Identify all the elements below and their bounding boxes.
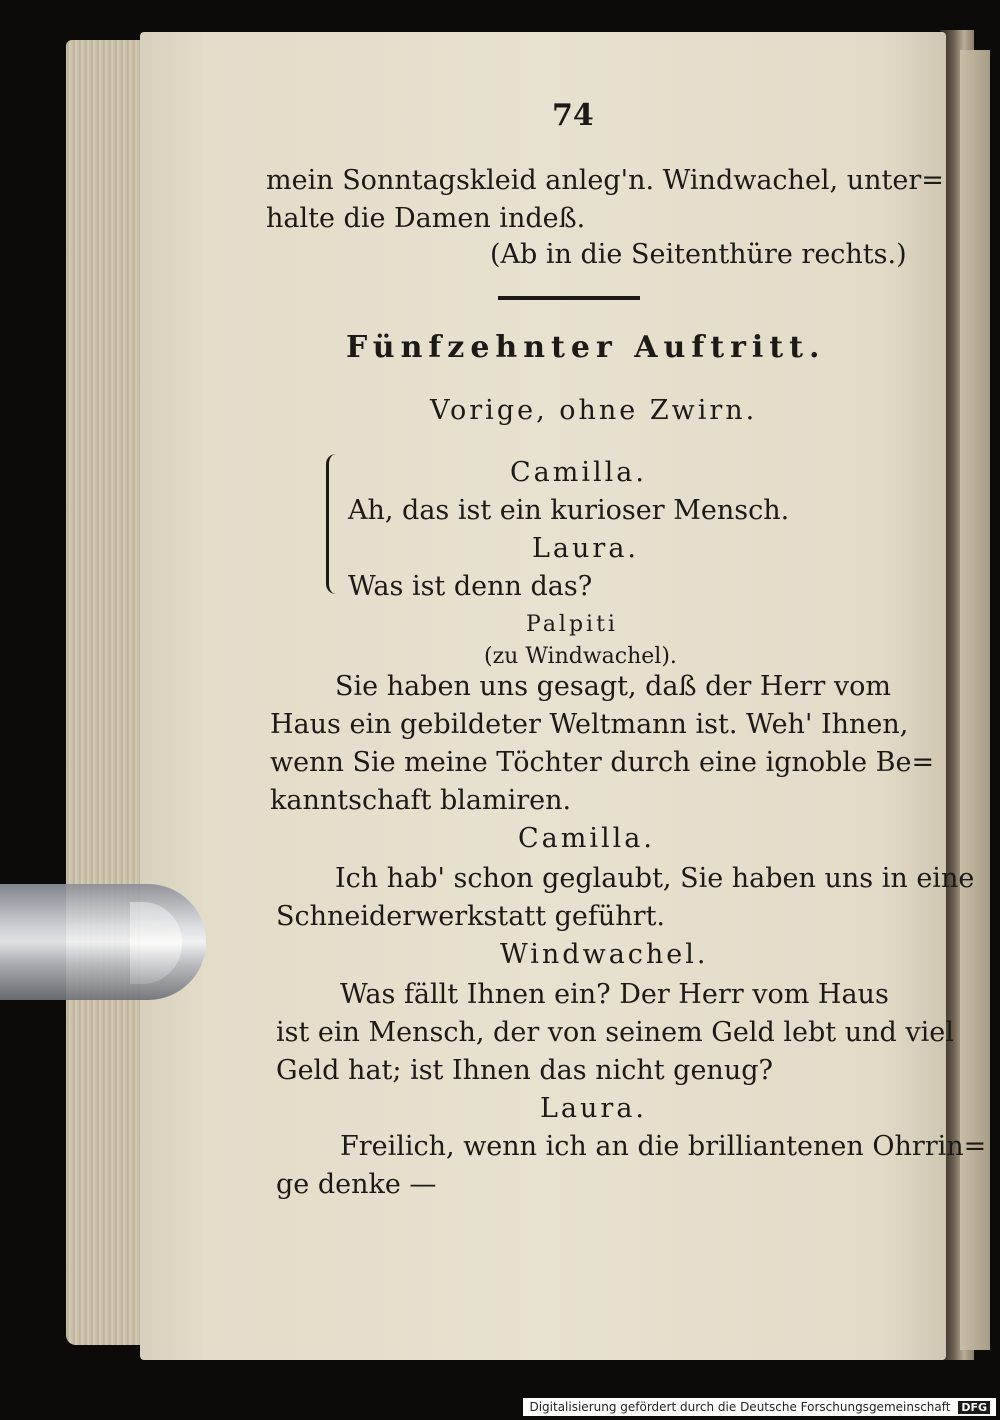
speaker-name: Laura. (532, 533, 640, 564)
speaker-name: Camilla. (510, 457, 647, 488)
dialogue-line: Was ist denn das? (348, 571, 593, 602)
stage-direction: (zu Windwachel). (484, 644, 677, 669)
dialogue-line: wenn Sie meine Töchter durch eine ignoble Be= (270, 747, 935, 778)
digitization-footer (523, 1398, 996, 1416)
book-page-edges (66, 40, 148, 1345)
dialogue-line: ge denke — (276, 1169, 437, 1200)
text-line: halte die Damen indeß. (266, 203, 586, 234)
dialogue-line: Geld hat; ist Ihnen das nicht genug? (276, 1055, 773, 1086)
speaker-name: Palpiti (526, 612, 618, 637)
dialogue-line: Ah, das ist ein kurioser Mensch. (348, 495, 790, 526)
speaker-name: Laura. (540, 1093, 648, 1124)
dialogue-line: Sie haben uns gesagt, daß der Herr vom (335, 671, 891, 702)
speaker-name: Camilla. (518, 823, 655, 854)
scene-subheading: Vorige, ohne Zwirn. (430, 395, 758, 426)
dialogue-line: Schneiderwerkstatt geführt. (276, 901, 665, 932)
text-line: mein Sonntagskleid anleg'n. Windwachel, unter= (266, 165, 944, 196)
speaker-brace (326, 454, 343, 594)
page-weight-clip (0, 884, 206, 1000)
dialogue-line: Haus ein gebildeter Weltmann ist. Weh' Ihnen, (270, 709, 909, 740)
dialogue-line: Ich hab' schon geglaubt, Sie haben uns in eine (335, 863, 975, 894)
stage-direction: (Ab in die Seitenthüre rechts.) (490, 239, 907, 270)
dialogue-line: ist ein Mensch, der von seinem Geld lebt und viel (276, 1017, 954, 1048)
speaker-name: Windwachel. (500, 939, 709, 970)
dialogue-line: Freilich, wenn ich an die brilliantenen Ohrrin= (340, 1131, 987, 1162)
dialogue-line: kanntschaft blamiren. (270, 785, 572, 816)
scene-heading: Fünfzehnter Auftritt. (346, 330, 826, 365)
page-number: 74 (552, 98, 594, 133)
dialogue-line: Was fällt Ihnen ein? Der Herr vom Haus (340, 979, 889, 1010)
dfg-logo: DFG (958, 1401, 990, 1414)
footer-text: Digitalisierung gefördert durch die Deutsche Forschungsgemeinschaft (529, 1400, 951, 1414)
section-rule (498, 296, 640, 300)
